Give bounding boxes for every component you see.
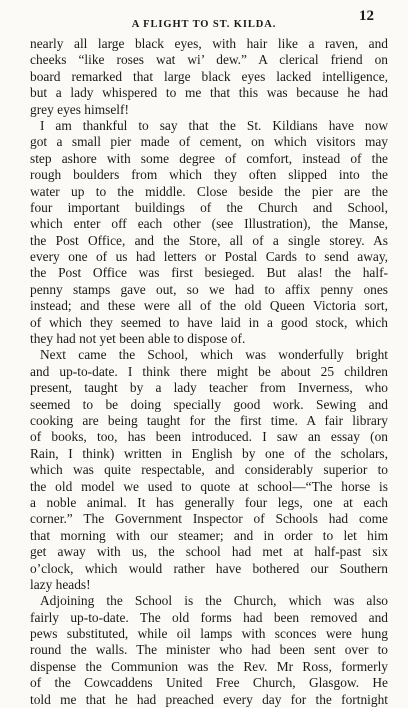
text-line: of books, too, has been introduced. I saw an essay (on — [30, 429, 388, 445]
text-line: cheeks “like roses wat wi’ dew.” A clerical friend on — [30, 52, 388, 68]
text-line: of which they seemed to have laid in a good stock, which — [30, 314, 388, 330]
text-line: get away with us, the school had met at half-past six — [30, 544, 388, 560]
text-line: the old model we used to quote at school—“The horse is — [30, 478, 388, 494]
text-line: which was quite respectable, and considerably superior to — [30, 462, 388, 478]
text-line: of the Cowcaddens United Free Church, Glasgow. He — [30, 675, 388, 691]
page-header — [0, 8, 408, 28]
text-line: which enter off each other (see Illustration), the Manse, — [30, 216, 388, 232]
text-line: four important buildings of the Church and School, — [30, 199, 388, 215]
text-line: round the walls. The minister who had been sent over to — [30, 642, 388, 658]
text-line: rough boulders from which they often slipped into the — [30, 167, 388, 183]
text-line: but a lady whispered to me that this was because he had — [30, 85, 388, 101]
text-line: Rain, I think) written in English by one of the scholars, — [30, 445, 388, 461]
text-line: lazy heads! — [30, 576, 91, 592]
text-line: they had not yet been able to dispose of. — [30, 331, 246, 347]
text-line: water up to the middle. Close beside the pier are the — [30, 183, 388, 199]
text-line: every one of us had letters or Postal Cards to send away, — [30, 249, 388, 265]
page-number: 12 — [359, 8, 374, 24]
running-head: A FLIGHT TO ST. KILDA. — [131, 19, 277, 30]
text-line: dispense the Communion was the Rev. Mr Ross, formerly — [30, 658, 388, 674]
text-line: step ashore with some degree of comfort, instead of the — [30, 150, 388, 166]
text-line: pews substituted, while oil lamps with sconces were hung — [30, 626, 388, 642]
text-line: cooking are being taught for the first time. A fair library — [30, 412, 388, 428]
text-line: penny stamps gave out, so we had to affix penny ones — [30, 281, 388, 297]
body-text — [30, 36, 388, 708]
text-line: and up-to-date. I think there might be about 25 children — [30, 363, 388, 379]
text-line: told me that he had preached every day for the fortnight — [30, 691, 388, 707]
text-line: present, taught by a lady teacher from Inverness, who — [30, 380, 388, 396]
text-line: corner.” The Government Inspector of Schools had come — [30, 511, 388, 527]
text-line: Next came the School, which was wonderfully bright — [40, 347, 388, 363]
text-line: nearly all large black eyes, with hair like a raven, and — [30, 36, 388, 51]
text-line: I am thankful to say that the St. Kildians have now — [40, 117, 388, 133]
text-line: grey eyes himself! — [30, 101, 129, 117]
text-line: instead; and these were all of the old Queen Victoria sort, — [30, 298, 388, 314]
text-line: the Post Office, and the Store, all of a single storey. As — [30, 232, 388, 248]
text-line: Adjoining the School is the Church, which was also — [40, 593, 388, 609]
text-line: got a small pier made of cement, on which visitors may — [30, 134, 388, 150]
text-line: fairly up-to-date. The old forms had been removed and — [30, 609, 388, 625]
text-line: that morning with our steamer; and in order to let him — [30, 527, 388, 543]
text-line: board remarked that large black eyes lacked intelligence, — [30, 68, 388, 84]
text-line: a noble animal. It has generally four legs, one at each — [30, 494, 388, 510]
text-line: seemed to be doing specially good work. Sewing and — [30, 396, 388, 412]
text-line: the Post Office was first besieged. But alas! the half- — [30, 265, 388, 281]
text-line: o’clock, which would rather have bothered our Southern — [30, 560, 388, 576]
